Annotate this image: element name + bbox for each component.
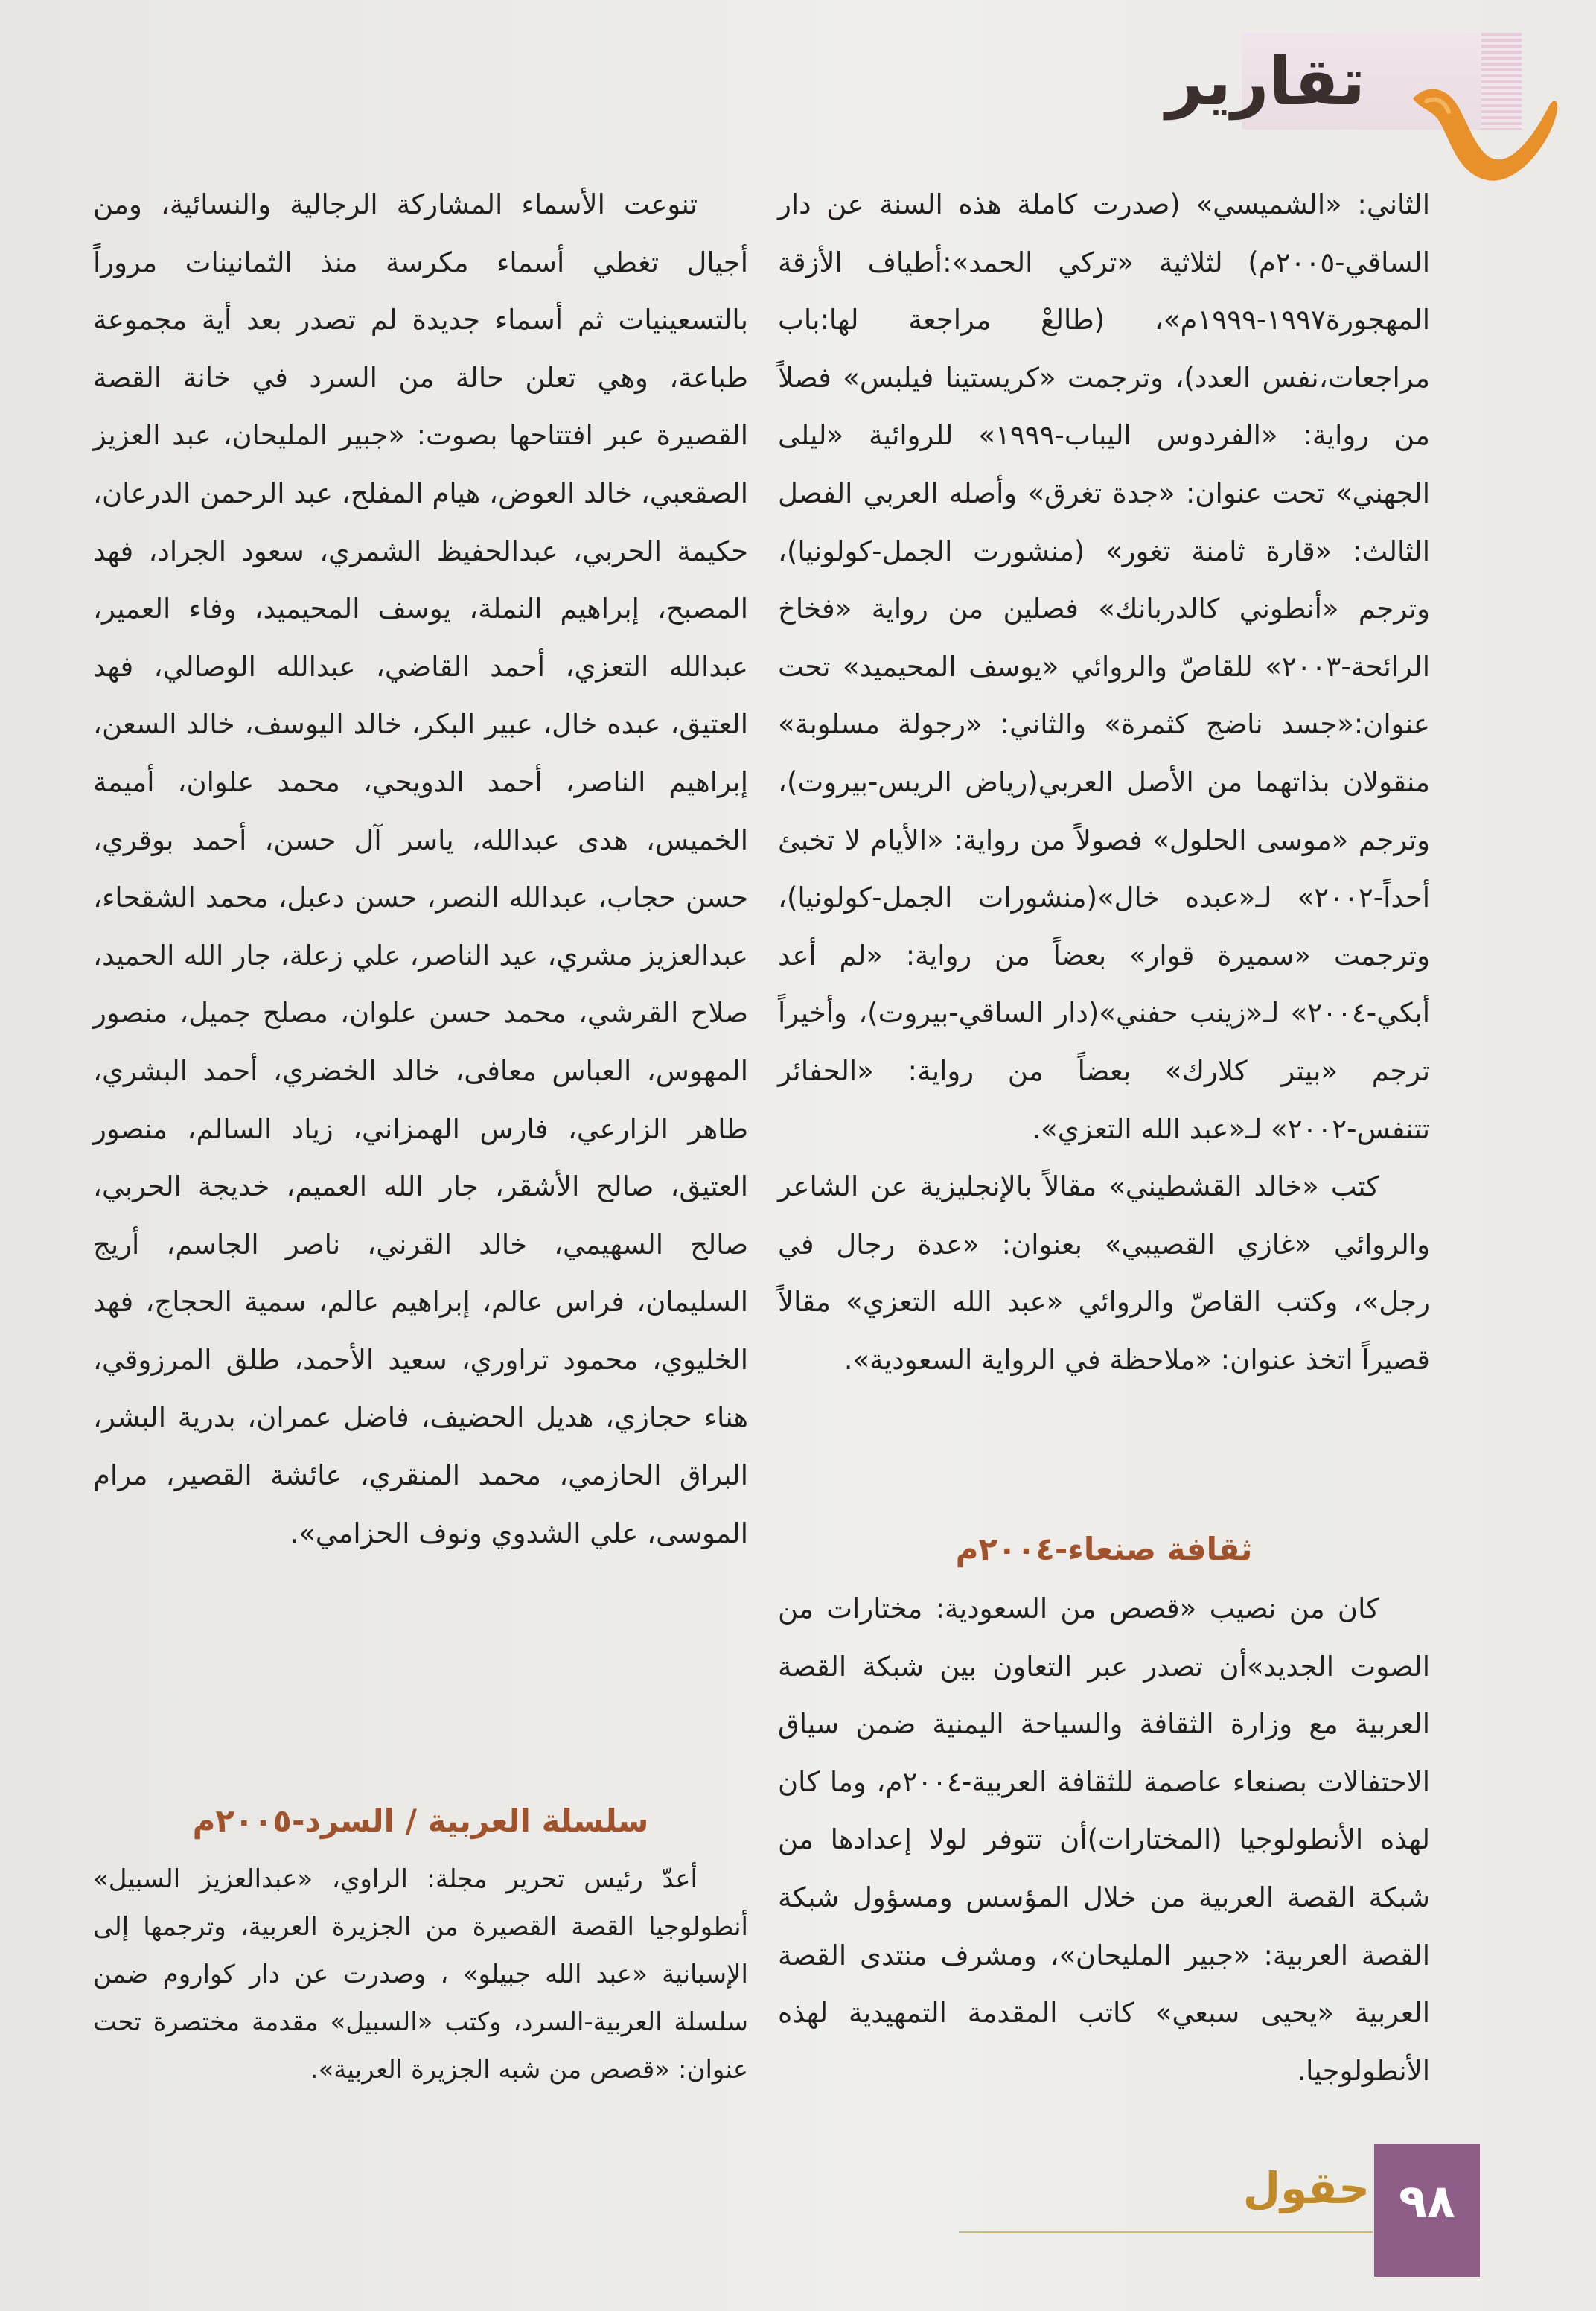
right-section-paragraph: كان من نصيب «قصص من السعودية: مختارات من الصوت الجديد»أن تصدر عبر التعاون بين شبكة القصة العربية مع وزارة الثقافة والسياحة اليمنية ضمن سياق الاحتفالات بصنعاء عاصمة للثقافة العربية-٢٠٠٤م، وما كان لهذه الأنطولوجيا (المختارات)أن تتوفر لولا إعدادها من شبكة القصة العربية من خلال المؤسس ومسؤول شبكة القصة العربية: «جبير المليحان»، ومشرف منتدى القصة العربية «يحيى سبعي» كاتب المقدمة التمهيدية لهذه الأنطولوجيا. (778, 1593, 1430, 2087)
right-section-text (778, 1580, 1430, 2100)
page-number: ٩٨ (1399, 2174, 1455, 2228)
section-title: تقارير (1166, 43, 1365, 120)
brush-logo-icon (1405, 68, 1562, 188)
footer-rule (959, 2231, 1373, 2233)
magazine-logo: حقول (1242, 2163, 1370, 2213)
right-paragraph-2: كتب «خالد القشطيني» مقالاً بالإنجليزية عن الشاعر والروائي «غازي القصيبي» بعنوان: «عدة رجال في رجل»، وكتب القاصّ والروائي «عبد الله التعزي» مقالاً قصيراً اتخذ عنوان: «ملاحظة في الرواية السعودية». (778, 1170, 1430, 1376)
right-paragraph-1: الثاني: «الشميسي» (صدرت كاملة هذه السنة عن دار الساقي-٢٠٠٥م) لثلاثية «تركي الحمد»:أطياف الأزقة المهجورة١٩٩٧-١٩٩٩م»، (طالعْ مراجعة لها:باب مراجعات،نفس العدد)، وترجمت «كريستينا فيلبس» فصلاً من رواية: «الفردوس اليباب-١٩٩٩» للروائية «ليلى الجهني» تحت عنوان: «جدة تغرق» وأصله العربي الفصل الثالث: «قارة ثامنة تغور» (منشورت الجمل-كولونيا)، وترجم «أنطوني كالدربانك» فصلين من رواية «فخاخ الرائحة-٢٠٠٣» للقاصّ والروائي «يوسف المحيميد» تحت عنوان:«جسد ناضج كثمرة» والثاني: «رجولة مسلوبة» منقولان بذاتهما من الأصل العربي(رياض الريس-بيروت)، وترجم «موسى الحلول» فصولاً من رواية: «الأيام لا تخبئ أحداً-٢٠٠٢» لـ«عبده خال»(منشورات الجمل-كولونيا)، وترجمت «سميرة قوار» بعضاً من رواية: «لم أعد أبكي-٢٠٠٤» لـ«زينب حفني»(دار الساقي-بيروت)، وأخيراً ترجم «بيتر كلارك» بعضاً من رواية: «الحفائر تتنفس-٢٠٠٢» لـ«عبد الله التعزي». (778, 188, 1430, 1145)
left-section-text (93, 1855, 748, 2094)
left-section-paragraph: أعدّ رئيس تحرير مجلة: الراوي، «عبدالعزيز السبيل» أنطولوجيا القصة القصيرة من الجزيرة العربية، وترجمها إلى الإسبانية «عبد الله جبيلو» ، وصدرت عن دار كواروم ضمن سلسلة العربية-السرد، وكتب «السبيل» مقدمة مختصرة تحت عنوان: «قصص من شبه الجزيرة العربية». (93, 1864, 748, 2085)
subheading-sanaa: ثقافة صنعاء-٢٠٠٤م (955, 1531, 1253, 1567)
subheading-arabia-series: سلسلة العربية / السرد-٢٠٠٥م (192, 1802, 649, 1839)
right-column-text (778, 176, 1430, 1389)
left-column-text (93, 176, 748, 1562)
left-paragraph-1: تنوعت الأسماء المشاركة الرجالية والنسائية، ومن أجيال تغطي أسماء مكرسة منذ الثمانينات مروراً بالتسعينيات ثم أسماء جديدة لم تصدر بعد أية مجموعة طباعة، وهي تعلن حالة من السرد في خانة القصة القصيرة عبر افتتاحها بصوت: «جبير المليحان، عبد العزيز الصقعبي، خالد العوض، هيام المفلح، عبد الرحمن الدرعان، حكيمة الحربي، عبدالحفيظ الشمري، سعود الجراد، فهد المصبح، إبراهيم النملة، يوسف المحيميد، وفاء العمير، عبدالله التعزي، أحمد القاضي، عبدالله الوصالي، فهد العتيق، عبده خال، عبير البكر، خالد اليوسف، خالد السعن، إبراهيم الناصر، أحمد الدويحي، محمد علوان، أميمة الخميس، هدى عبدالله، ياسر آل حسن، أحمد بوقري، حسن حجاب، عبدالله النصر، حسن دعبل، محمد الشقحاء، عبدالعزيز مشري، عيد الناصر، علي زعلة، جار الله الحميد، صلاح القرشي، محمد حسن علوان، مصلح جميل، منصور المهوس، العباس معافى، خالد الخضري، أحمد البشري، طاهر الزارعي، فارس الهمزاني، زياد السالم، منصور العتيق، صالح الأشقر، جار الله العميم، خديجة الحربي، صالح السهيمي، خالد القرني، ناصر الجاسم، أريج السليمان، فراس عالم، إبراهيم عالم، سمية الحجاج، فهد الخليوي، محمود تراوري، سعيد الأحمد، طلق المرزوقي، هناء حجازي، هديل الحضيف، فاضل عمران، بدرية البشر، البراق الحازمي، محمد المنقري، عائشة القصير، مرام الموسى، علي الشدوي ونوف الحزامي». (93, 188, 748, 1549)
